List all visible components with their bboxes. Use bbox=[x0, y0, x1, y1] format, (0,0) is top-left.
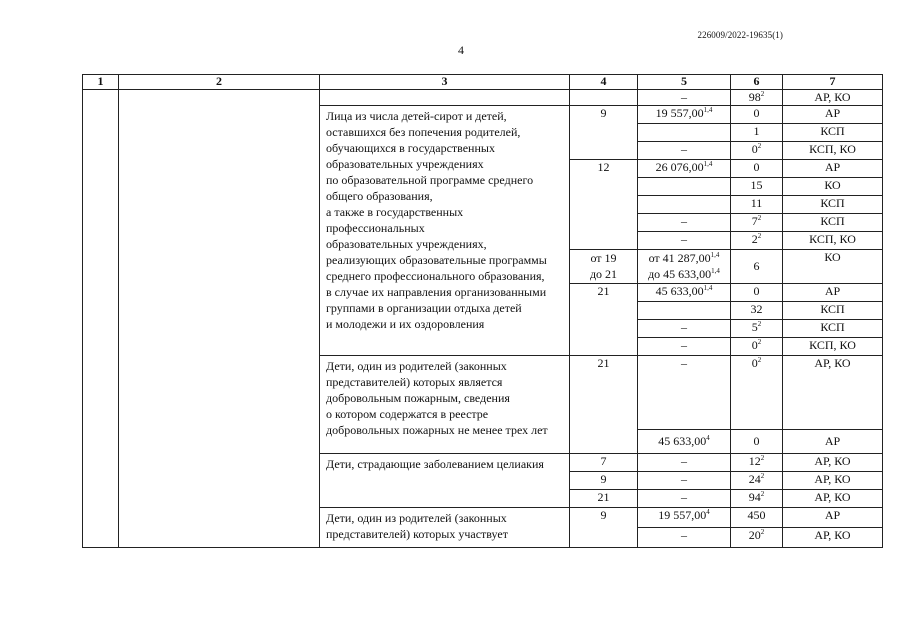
cost-cell: 45 633,00$^4$ bbox=[638, 430, 731, 454]
organization-cell: КСП bbox=[783, 124, 883, 142]
quantity-cell: $12^2$ bbox=[731, 454, 783, 472]
description-cell bbox=[320, 90, 570, 106]
organization-cell: АР, КО bbox=[783, 90, 883, 106]
quantity-cell: $94^2$ bbox=[731, 490, 783, 508]
cost-cell bbox=[638, 178, 731, 196]
quantity-cell: 1 bbox=[731, 124, 783, 142]
cost-cell: – bbox=[638, 232, 731, 250]
quantity-cell: $98^2$ bbox=[731, 90, 783, 106]
cost-cell: – bbox=[638, 528, 731, 548]
organization-cell: КСП, КО bbox=[783, 142, 883, 160]
column-header-2: 2 bbox=[119, 75, 320, 90]
quantity-cell: 15 bbox=[731, 178, 783, 196]
column-header-row bbox=[83, 75, 883, 90]
cost-cell: – bbox=[638, 490, 731, 508]
table-row bbox=[83, 90, 883, 106]
organization-cell: АР, КО bbox=[783, 356, 883, 430]
age-cell: 21 bbox=[570, 490, 638, 508]
category-description: Дети, страдающие заболеванием целиакия bbox=[320, 454, 570, 508]
quantity-cell: $0^2$ bbox=[731, 356, 783, 430]
organization-cell: КСП bbox=[783, 196, 883, 214]
cost-cell: 19 557,00$^{1,4}$ bbox=[638, 106, 731, 124]
quantity-cell: $5^2$ bbox=[731, 320, 783, 338]
organization-cell: КСП bbox=[783, 214, 883, 232]
organization-cell: АР bbox=[783, 508, 883, 528]
category-description: Дети, один из родителей (законных представителей) которых участвует bbox=[320, 508, 570, 548]
cost-cell bbox=[638, 302, 731, 320]
quantity-cell: 6 bbox=[731, 250, 783, 284]
quantity-cell: $20^2$ bbox=[731, 528, 783, 548]
column-header-3: 3 bbox=[320, 75, 570, 90]
cost-cell: – bbox=[638, 142, 731, 160]
organization-cell: КСП bbox=[783, 320, 883, 338]
quantity-cell: 0 bbox=[731, 430, 783, 454]
cost-cell: – bbox=[638, 454, 731, 472]
page-number: 4 bbox=[458, 43, 464, 57]
age-to: до 21 bbox=[589, 267, 618, 281]
age-cell: 12 bbox=[570, 160, 638, 250]
column-header-5: 5 bbox=[638, 75, 731, 90]
quantity-cell: $0^2$ bbox=[731, 142, 783, 160]
organization-cell: АР bbox=[783, 430, 883, 454]
organization-cell: КО bbox=[783, 250, 883, 284]
column-2-cell bbox=[119, 90, 320, 548]
cost-cell: – bbox=[638, 472, 731, 490]
age-cell: 21 bbox=[570, 356, 638, 454]
quantity-cell: $7^2$ bbox=[731, 214, 783, 232]
cost-cell: 45 633,00$^{1,4}$ bbox=[638, 284, 731, 302]
quantity-cell: 32 bbox=[731, 302, 783, 320]
age-cell: 9 bbox=[570, 106, 638, 160]
data-table bbox=[82, 74, 883, 548]
organization-cell: АР, КО bbox=[783, 454, 883, 472]
age-cell: 21 bbox=[570, 284, 638, 356]
quantity-cell: $2^2$ bbox=[731, 232, 783, 250]
quantity-cell: 0 bbox=[731, 284, 783, 302]
category-description: Лица из числа детей-сирот и детей, оставшихся без попечения родителей, обучающихся в государственных образовательных учреждениях по образовательной программе среднего общего образования, а также в государственных профессиональных образовательных учреждениях, реализующих образовательные программы среднего профессионального образования, в случае их направления организованными группами в организации отдыха детей и молодежи и их оздоровления bbox=[320, 106, 570, 356]
organization-cell: КСП bbox=[783, 302, 883, 320]
age-range-cell bbox=[570, 250, 638, 284]
age-cell: 9 bbox=[570, 472, 638, 490]
category-description: Дети, один из родителей (законных представителей) которых является добровольным пожарным, сведения о котором содержатся в реестре добровольных пожарных не менее трех лет bbox=[320, 356, 570, 454]
quantity-cell: 11 bbox=[731, 196, 783, 214]
age-cell bbox=[570, 90, 638, 106]
document-number: 226009/2022-19635(1) bbox=[697, 30, 783, 40]
quantity-cell: 0 bbox=[731, 106, 783, 124]
organization-cell: АР bbox=[783, 106, 883, 124]
cost-cell: – bbox=[638, 338, 731, 356]
organization-cell: АР, КО bbox=[783, 472, 883, 490]
cost-cell: 19 557,00$^4$ bbox=[638, 508, 731, 528]
cost-cell: – bbox=[638, 90, 731, 106]
age-cell: 7 bbox=[570, 454, 638, 472]
column-header-7: 7 bbox=[783, 75, 883, 90]
organization-cell: АР, КО bbox=[783, 490, 883, 508]
quantity-cell: 0 bbox=[731, 160, 783, 178]
column-1-cell bbox=[83, 90, 119, 548]
organization-cell: КО bbox=[783, 178, 883, 196]
cost-cell bbox=[638, 124, 731, 142]
column-header-4: 4 bbox=[570, 75, 638, 90]
quantity-cell: $0^2$ bbox=[731, 338, 783, 356]
cost-cell bbox=[638, 196, 731, 214]
column-header-1: 1 bbox=[83, 75, 119, 90]
cost-cell: 26 076,00$^{1,4}$ bbox=[638, 160, 731, 178]
cost-cell: – bbox=[638, 214, 731, 232]
organization-cell: АР bbox=[783, 160, 883, 178]
organization-cell: АР bbox=[783, 284, 883, 302]
quantity-cell: $24^2$ bbox=[731, 472, 783, 490]
age-cell: 9 bbox=[570, 508, 638, 548]
column-header-6: 6 bbox=[731, 75, 783, 90]
age-from: от 19 bbox=[590, 251, 617, 265]
cost-cell: – bbox=[638, 356, 731, 430]
cost-range-cell: от 41 287,00$^{1,4}$ до 45 633,00$^{1,4}$ bbox=[638, 250, 731, 284]
cost-cell: – bbox=[638, 320, 731, 338]
organization-cell: АР, КО bbox=[783, 528, 883, 548]
organization-cell: КСП, КО bbox=[783, 338, 883, 356]
quantity-cell: 450 bbox=[731, 508, 783, 528]
organization-cell: КСП, КО bbox=[783, 232, 883, 250]
